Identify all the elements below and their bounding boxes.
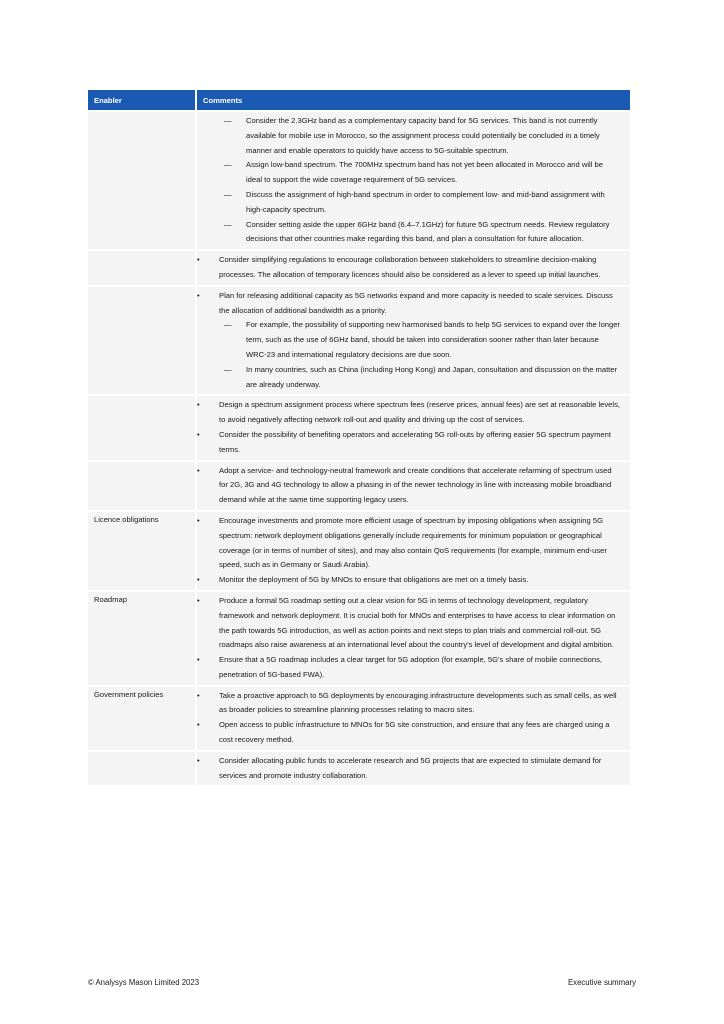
bullet-item: • Consider the possibility of benefiting operators and accelerating 5G roll-outs by offering easier 5G spectrum payment terms. [219,428,620,458]
header-enabler: Enabler [88,90,197,110]
bullet-list [219,289,620,393]
table-row [88,396,630,459]
bullet-list [219,253,620,283]
comments-cell [197,592,630,685]
comments-cell [197,287,630,395]
footer-section-title: Executive summary [567,978,636,987]
dash-item: — Discuss the assignment of high-band spectrum in order to complement low- and mid-band assignment with high-capacity spectrum. [246,188,620,218]
dash-item: — For example, the possibility of supporting new harmonised bands to help 5G services to expand over the longer term, such as the use of 6GHz band, should be taken into consideration sooner rather than later because WRC-23 and international regulatory decisions are due soon. [246,318,620,362]
header-comments: Comments [197,90,630,110]
bullet-item: • Consider simplifying regulations to encourage collaboration between stakeholders to streamline decision-making processes. The allocation of temporary licences should also be considered as a lever to speed up initial launches. [219,253,620,283]
dash-list [219,318,620,392]
table-row [88,687,630,750]
comments-cell [197,687,630,750]
bullet-item [219,289,620,393]
table-row [88,287,630,395]
dash-item: — Assign low-band spectrum. The 700MHz spectrum band has not yet been allocated in Morocco and will be ideal to support the wide coverage requirement of 5G services. [246,158,620,188]
dash-list [219,114,620,247]
enabler-cell: Roadmap [88,592,197,685]
table-row [88,752,630,786]
bullet-item: • Design a spectrum assignment process where spectrum fees (reserve prices, annual fees) are set at reasonable levels, to avoid negatively affecting network roll-out and quality and driving up the cost of services. [219,398,620,428]
comments-cell [197,512,630,590]
bullet-item: • Monitor the deployment of 5G by MNOs to ensure that obligations are met on a timely basis. [219,573,620,588]
bullet-list [219,754,620,784]
bullet-item: • Adopt a service- and technology-neutral framework and create conditions that accelerate refarming of spectrum used for 2G, 3G and 4G technology to allow a phasing in of the newer technology in line with increasing mobile broadband demand while at the same time supporting legacy users. [219,464,620,508]
bullet-text: Plan for releasing additional capacity as 5G networks expand and more capacity is needed to scale services. Discuss the allocation of additional bandwidth as a priority. [219,290,613,315]
bullet-item: • Consider allocating public funds to accelerate research and 5G projects that are expected to stimulate demand for services and promote industry collaboration. [219,754,620,784]
enabler-cell [88,112,197,249]
bullet-item: • Open access to public infrastructure to MNOs for 5G site construction, and ensure that any fees are charged using a cost recovery method. [219,718,620,748]
bullet-list [219,514,620,588]
footer-copyright: © Analysys Mason Limited 2023 [88,978,200,987]
comments-cell [197,251,630,285]
comments-cell [197,752,630,786]
bullet-list [219,398,620,457]
table-header-row [88,90,630,110]
enabler-table [88,88,630,787]
comments-cell [197,112,630,249]
enabler-cell [88,287,197,395]
enabler-cell: Government policies [88,687,197,750]
table-row [88,251,630,285]
enabler-cell [88,251,197,285]
table-row [88,512,630,590]
dash-item: — Consider setting aside the upper 6GHz band (6.4–7.1GHz) for future 5G spectrum needs. Review regulatory decisions that other countries make regarding this band, and plan a consultation for future allocation. [246,218,620,248]
bullet-list [219,689,620,748]
enabler-cell: Licence obligations [88,512,197,590]
bullet-item: • Ensure that a 5G roadmap includes a clear target for 5G adoption (for example, 5G's share of mobile connections, penetration of 5G-based FWA). [219,653,620,683]
bullet-item: • Produce a formal 5G roadmap setting out a clear vision for 5G in terms of technology development, regulatory framework and network deployment. It is crucial both for MNOs and enterprises to have access to clear information on the path towards 5G introduction, as well as action points and next steps to plan trials and commercial roll-out. 5G roadmaps also raise awareness at an international level about the country's level of development and digital ambition. [219,594,620,653]
bullet-item: • Encourage investments and promote more efficient usage of spectrum by imposing obligations when assigning 5G spectrum: network deployment obligations generally include requirements for minimum population or geographical coverage (or in terms of number of sites), and may also contain QoS requirements (for example, minimum end-user speed, such as in Germany or Saudi Arabia). [219,514,620,573]
bullet-list [219,594,620,683]
enabler-cell [88,396,197,459]
table-row [88,592,630,685]
comments-cell [197,462,630,510]
comments-cell [197,396,630,459]
page [88,88,630,787]
dash-item: — Consider the 2.3GHz band as a complementary capacity band for 5G services. This band is not currently available for mobile use in Morocco, so the assignment process could potentially be concluded in a timely manner and enable operators to quickly have access to 5G-suitable spectrum. [246,114,620,158]
dash-item: — In many countries, such as China (including Hong Kong) and Japan, consultation and discussion on the matter are already underway. [246,363,620,393]
table-row [88,112,630,249]
bullet-list [219,464,620,508]
table-row [88,462,630,510]
enabler-cell [88,462,197,510]
bullet-item: • Take a proactive approach to 5G deployments by encouraging infrastructure developments such as small cells, as well as broader policies to streamline planning processes relating to macro sites. [219,689,620,719]
enabler-cell [88,752,197,786]
